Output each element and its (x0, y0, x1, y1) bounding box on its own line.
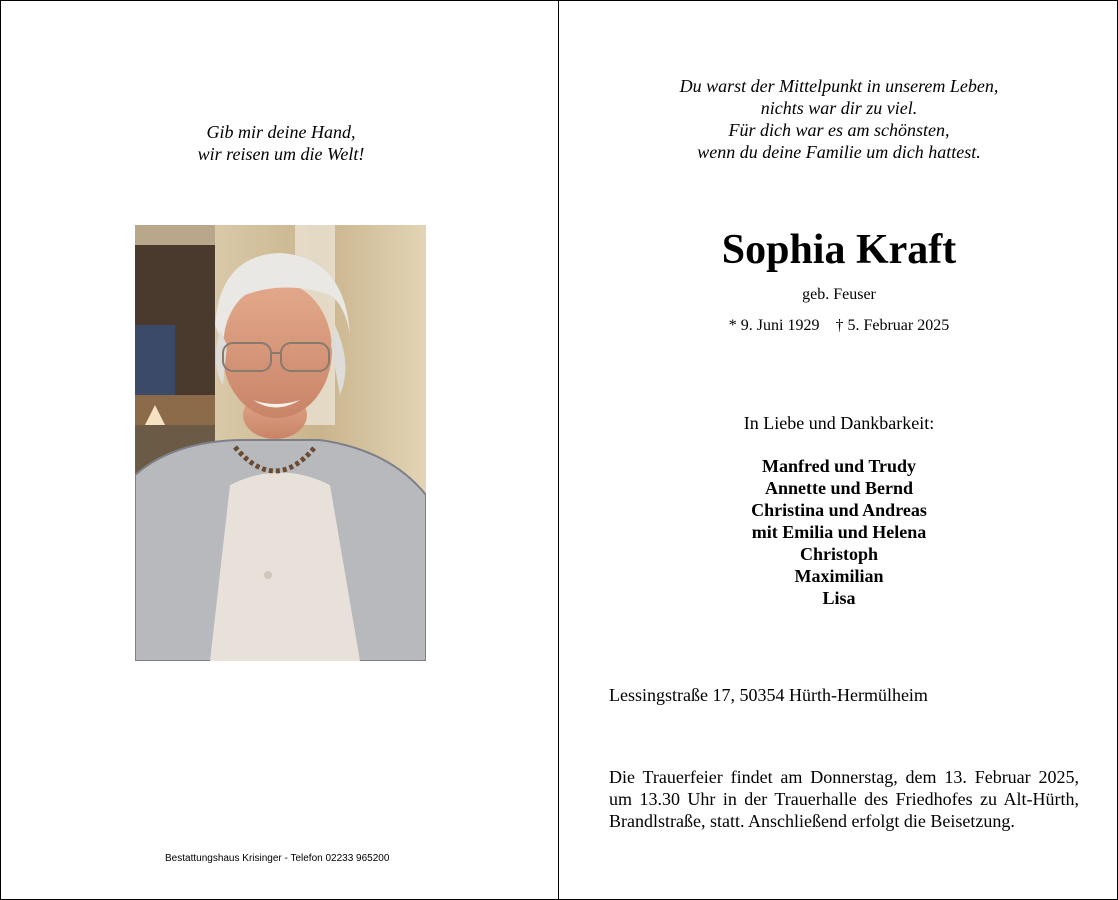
dedication: In Liebe und Dankbarkeit: (743, 413, 935, 433)
verse-line: Du warst der Mittelpunkt in unserem Leben, (679, 76, 999, 96)
family-member: Lisa (822, 588, 856, 608)
deceased-name: Sophia Kraft (721, 227, 957, 273)
right-verse (559, 75, 1118, 163)
funeral-home-footer: Bestattungshaus Krisinger - Telefon 02233 965200 (165, 853, 390, 864)
death-date: † 5. Februar 2025 (835, 317, 950, 334)
family-member: mit Emilia und Helena (751, 522, 927, 542)
maiden-name: geb. Feuser (802, 286, 876, 303)
family-list (559, 455, 1118, 609)
birth-date: * 9. Juni 1929 (728, 317, 820, 334)
service-info: Die Trauerfeier findet am Donnerstag, dem 13. Februar 2025, um 13.30 Uhr in der Trauerhalle des Friedhofes zu Alt-Hürth, Brandlstraße, statt. Anschließend erfolgt die Beisetzung. (609, 767, 1079, 831)
portrait-photo (135, 225, 426, 661)
family-member: Christoph (799, 544, 879, 564)
life-dates (559, 317, 1118, 335)
verse-line: wenn du deine Familie um dich hattest. (697, 142, 981, 162)
family-address: Lessingstraße 17, 50354 Hürth-Hermülheim (609, 685, 928, 705)
family-member: Maximilian (794, 566, 884, 586)
verse-line: wir reisen um die Welt! (197, 144, 365, 164)
verse-line: Gib mir deine Hand, (206, 122, 356, 142)
family-member: Christina und Andreas (751, 500, 927, 520)
family-member: Annette und Bernd (764, 478, 914, 498)
left-verse (1, 121, 561, 165)
verse-line: Für dich war es am schönsten, (728, 120, 950, 140)
family-member: Manfred und Trudy (761, 456, 917, 476)
right-page (558, 0, 1118, 900)
verse-line: nichts war dir zu viel. (760, 98, 918, 118)
